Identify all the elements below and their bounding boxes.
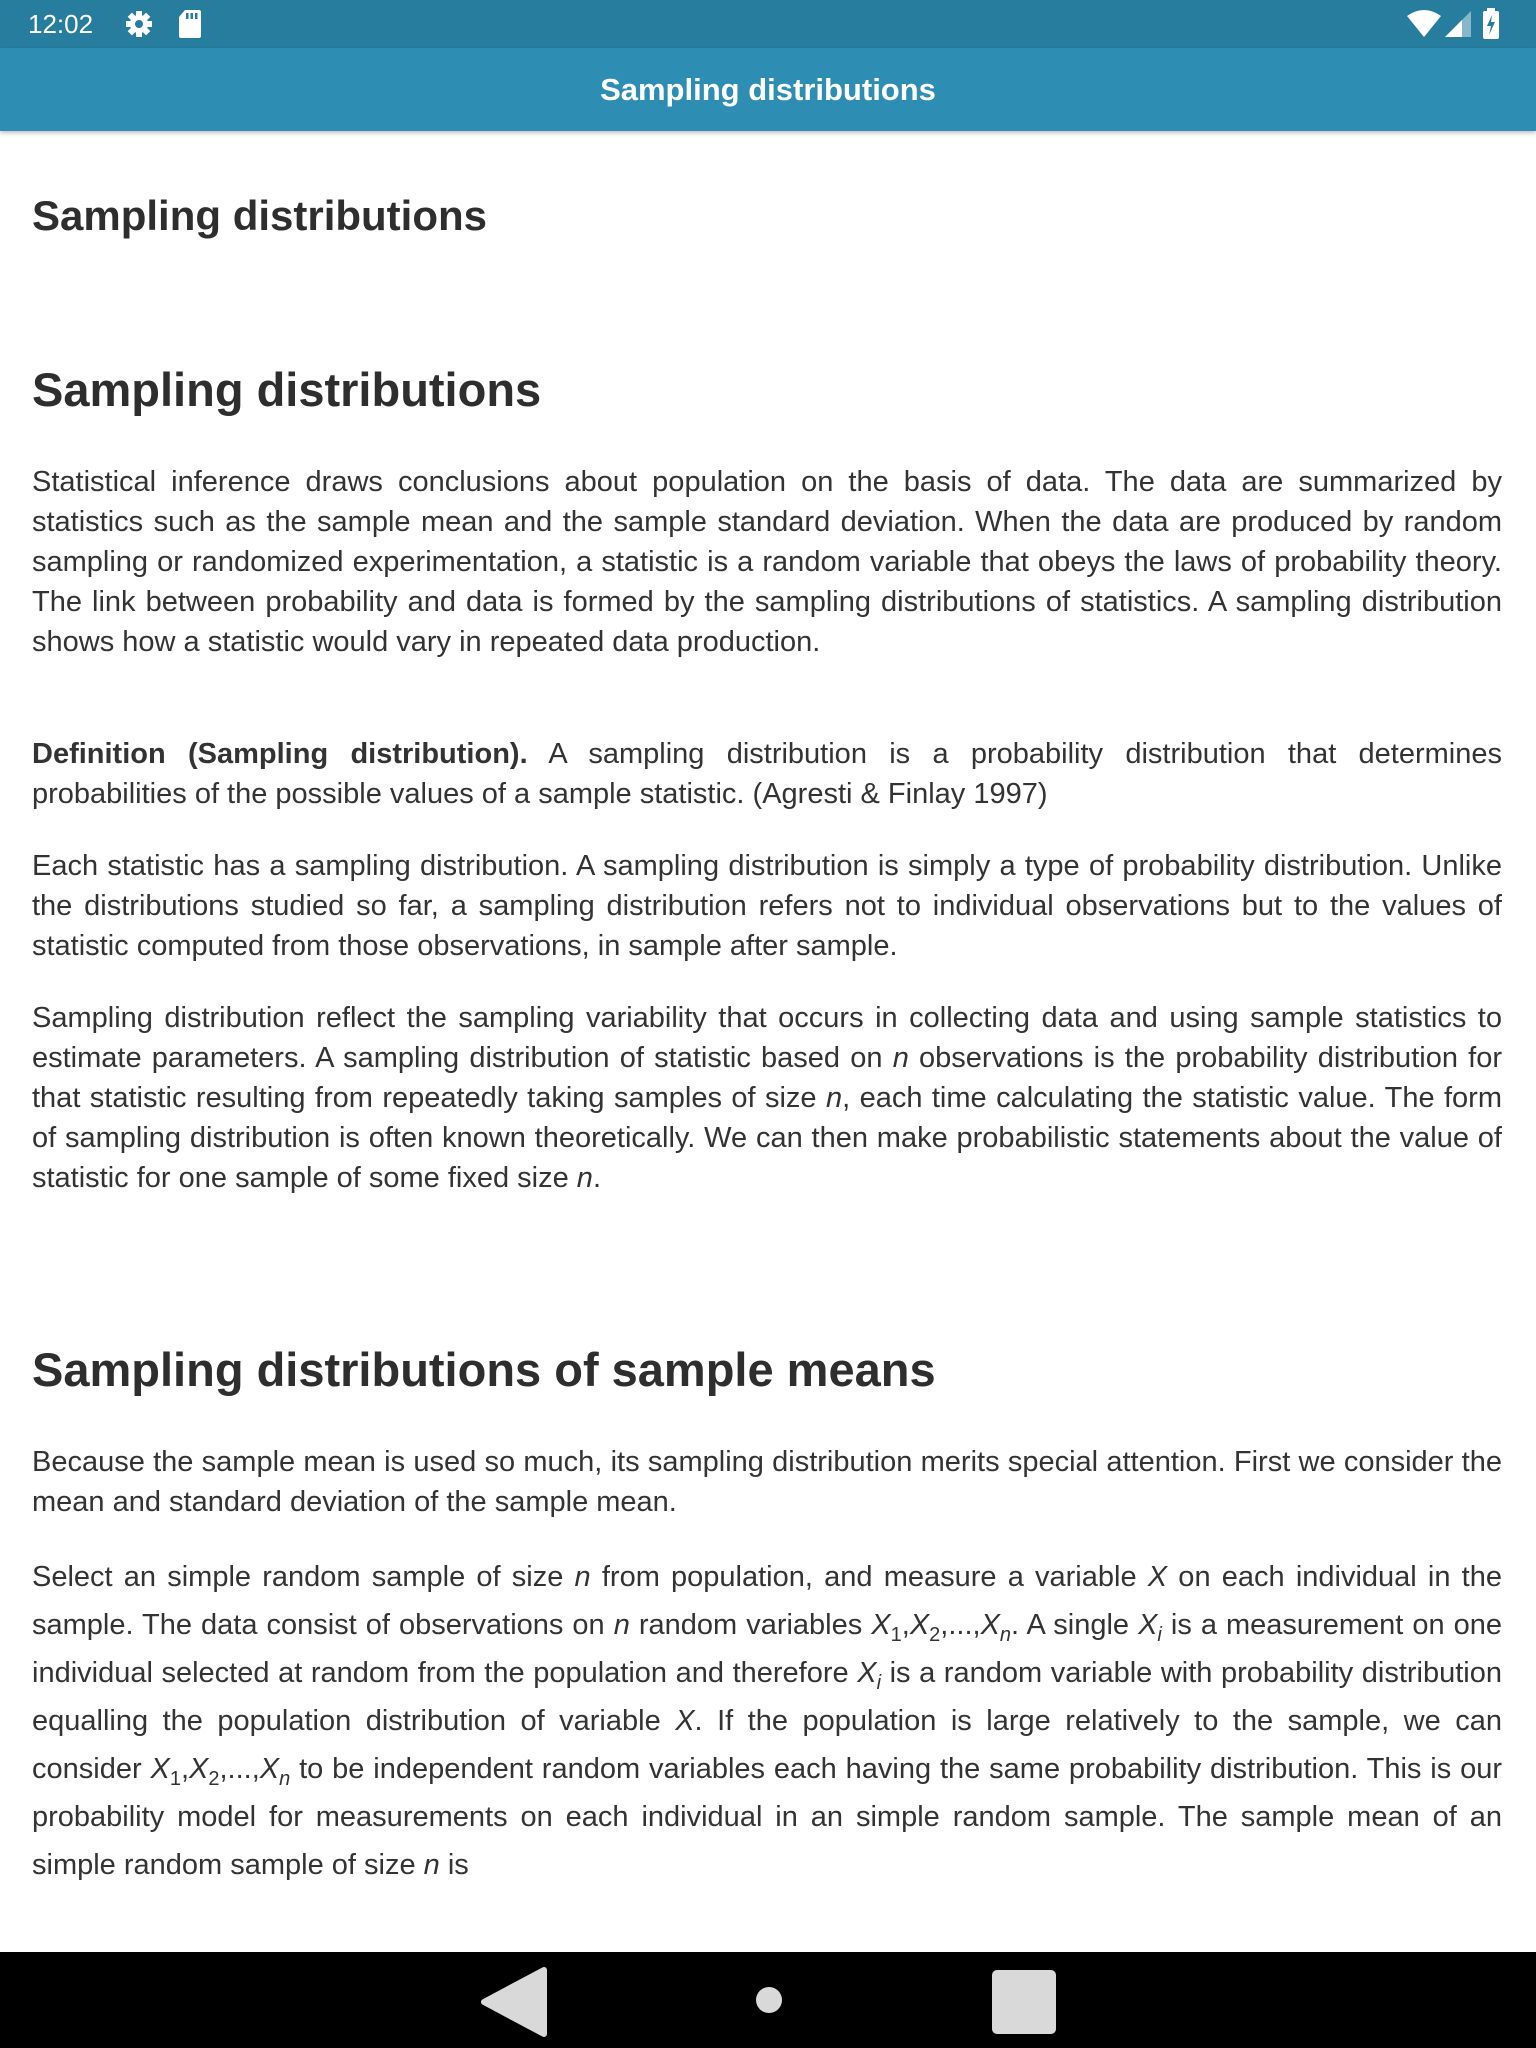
signal-icon [1444,10,1472,43]
section-heading-sample-means: Sampling distributions of sample means [32,1343,936,1396]
status-bar [0,0,1536,48]
var-n: n [825,1082,843,1114]
paragraph-each-statistic: Each statistic has a sampling distribution. A sampling distribution is simply a type of probability distribution. Unlike the distributions studied so far, a sampling distribution refers not to individual observations but to the values of statistic computed from those observations, in sample after sample. [32,850,1502,962]
wifi-icon [1406,10,1442,43]
status-time: 12:02 [28,9,94,39]
paragraph-intro: Statistical inference draws conclusions about population on the basis of data. The data are summarized by statistics such as the sample mean and the sample standard deviation. When the data are produced by random sampling or randomized experimentation, a statistic is a random variable that obeys the laws of probability theory. The link between probability and data is formed by the sampling distributions of statistics. A sampling distribution shows how a statistic would vary in repeated data production. [32,466,1502,658]
paragraph-srs-model: Select an simple random sample of size n from population, and measure a variable X on each individual in the sample. The data consist of observations on n random variables $X_1,X_2,...,X_n$. A single $X_i$ is a measurement on one individual selected at random from the population and therefore $X_i$ is a random variable with probability distribution equalling the population distribution of variable X. If the population is large relatively to the sample, we can consider $X_1,X_2,...,X_n$ to be independent random variables each having the same probability distribution. This is our probability model for measurements on each individual in an simple random sample. The sample mean of an simple random sample of size n is [32,1561,1502,1881]
var-n: n [892,1042,909,1074]
page-heading: Sampling distributions [32,192,488,239]
sd-card-icon [178,9,202,44]
app-bar [0,48,1536,131]
definition-label: Definition (Sampling distribution). [32,738,528,770]
paragraph-definition [32,734,1502,814]
recents-icon[interactable] [990,1968,1058,2041]
section-heading-sampling-distributions: Sampling distributions [32,363,542,416]
back-icon[interactable] [478,1966,548,2043]
battery-charging-icon [1482,8,1500,45]
var-n: n [576,1162,593,1194]
app-bar-title: Sampling distributions [600,72,936,107]
paragraph-sample-mean-attention: Because the sample mean is used so much, its sampling distribution merits special attention. First we consider the mean and standard deviation of the sample mean. [32,1446,1502,1518]
paragraph-sampling-variability: Sampling distribution reflect the sampling variability that occurs in collecting data and using sample statistics to estimate parameters. A sampling distribution of statistic based on n observations is the probability distribution for that statistic resulting from repeatedly taking samples of size n, each time calculating the statistic value. The form of sampling distribution is often known theoretically. We can then make probabilistic statements about the value of statistic for one sample of some fixed size n. [32,1002,1502,1194]
definition-text: A sampling distribution is a probability distribution that determines probabilities of the possible values of a sample statistic. (Agresti & Finlay 1997) [32,738,1502,810]
navigation-bar [0,1952,1536,2048]
home-icon[interactable] [754,1985,784,2020]
gear-icon [124,9,154,44]
